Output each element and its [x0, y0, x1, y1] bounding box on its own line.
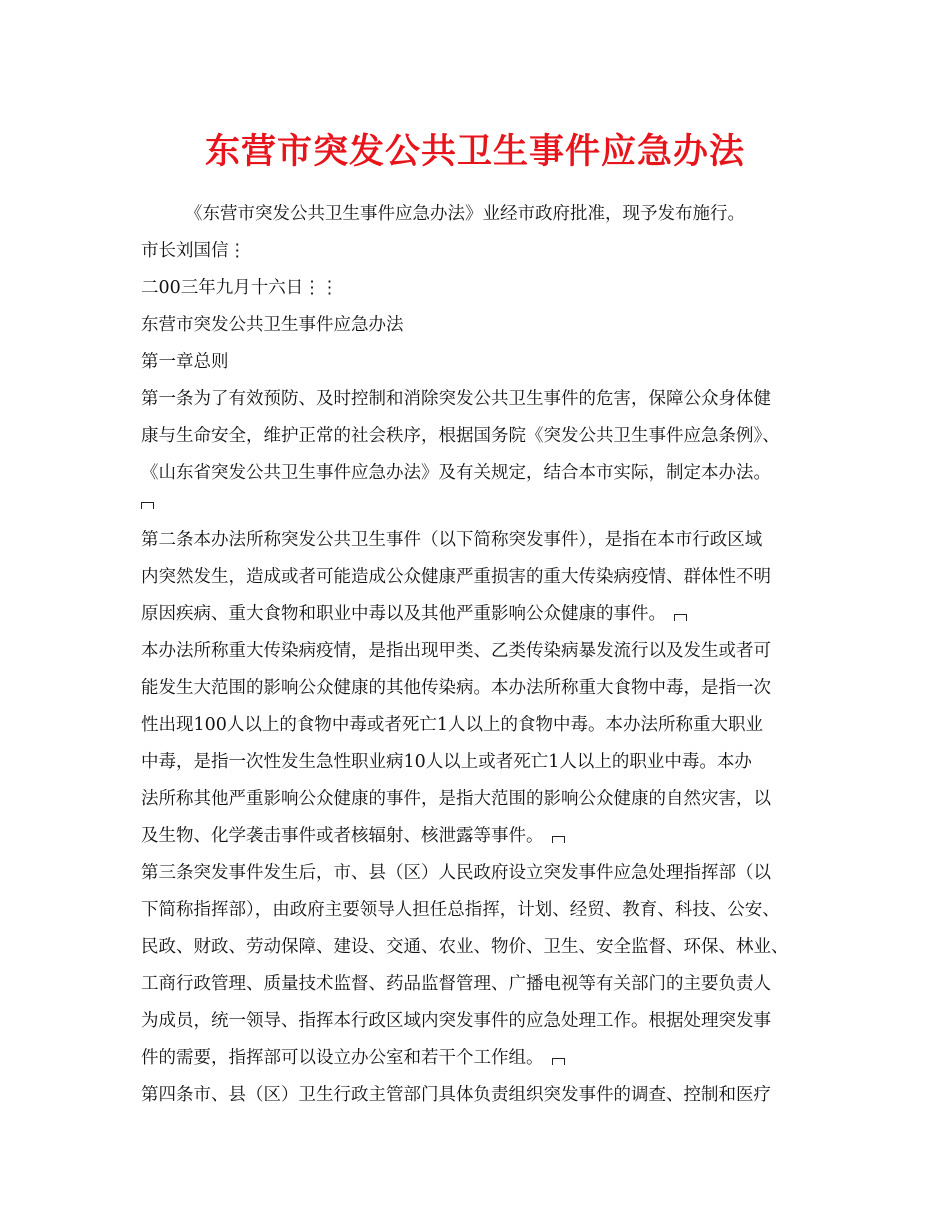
article-3-line: 工商行政管理、质量技术监督、药品监督管理、广播电视等有关部门的主要负责人	[141, 974, 771, 994]
article-2-line: 内突然发生，造成或者可能造成公众健康严重损害的重大传染病疫情、群体性不明	[141, 567, 771, 587]
article-2-line: 第二条本办法所称突发公共卫生事件（以下简称突发事件），是指在本市行政区域	[141, 530, 763, 550]
document-body	[141, 196, 823, 1114]
article-3-line: 第三条突发事件发生后，市、县（区）人民政府设立突发事件应急处理指挥部（以	[141, 863, 771, 883]
document-title: 东营市突发公共卫生事件应急办法	[204, 131, 745, 172]
chapter-heading: 第一章总则	[141, 352, 229, 372]
article-3-text: 件的需要，指挥部可以设立办公室和若干个工作组。	[141, 1048, 544, 1068]
article-4-line: 第四条市、县（区）卫生行政主管部门具体负责组织突发事件的调查、控制和医疗	[141, 1085, 771, 1105]
article-3-line: 民政、财政、劳动保障、建设、交通、农业、物价、卫生、安全监督、环保、林业、	[141, 937, 789, 957]
intro-paragraph: 《东营市突发公共卫生事件应急办法》业经市政府批准，现予发布施行。	[185, 204, 745, 224]
article-3-line: 下简称指挥部），由政府主要领导人担任总指挥，计划、经贸、教育、科技、公安、	[141, 900, 780, 920]
signer-line: 市长刘国信⋮	[141, 241, 246, 261]
subtitle-line: 东营市突发公共卫生事件应急办法	[141, 315, 404, 335]
article-2b-line: 性出现100人以上的食物中毒或者死亡1人以上的食物中毒。本办法所称重大职业	[141, 715, 764, 735]
article-3-line: 为成员，统一领导、指挥本行政区域内突发事件的应急处理工作。根据处理突发事	[141, 1011, 771, 1031]
article-3-last-line	[141, 1040, 823, 1077]
paragraph-mark-icon	[552, 836, 565, 843]
article-2-text: 原因疾病、重大食物和职业中毒以及其他严重影响公众健康的事件。	[141, 604, 666, 624]
paragraph-mark-icon	[552, 1058, 565, 1065]
date-line: 二00三年九月十六日⋮⋮	[141, 278, 339, 298]
paragraph-mark-icon	[674, 614, 687, 621]
article-2-last-line	[141, 596, 823, 633]
article-2b-line: 本办法所称重大传染病疫情，是指出现甲类、乙类传染病暴发流行以及发生或者可	[141, 641, 771, 661]
article-2b-line: 中毒，是指一次性发生急性职业病10人以上或者死亡1人以上的职业中毒。本办	[141, 752, 752, 772]
article-2b-text: 及生物、化学袭击事件或者核辐射、核泄露等事件。	[141, 826, 544, 846]
article-2b-line: 法所称其他严重影响公众健康的事件，是指大范围的影响公众健康的自然灾害，以	[141, 789, 771, 809]
article-1-line: 第一条为了有效预防、及时控制和消除突发公共卫生事件的危害，保障公众身体健	[141, 389, 771, 409]
article-1-line: 康与生命安全，维护正常的社会秩序，根据国务院《突发公共卫生事件应急条例》、	[141, 426, 780, 446]
article-1-line: 《山东省突发公共卫生事件应急办法》及有关规定，结合本市实际，制定本办法。	[141, 463, 771, 483]
paragraph-mark-row	[141, 492, 823, 522]
article-2b-line: 能发生大范围的影响公众健康的其他传染病。本办法所称重大食物中毒，是指一次	[141, 678, 771, 698]
paragraph-mark-icon	[141, 502, 154, 509]
article-2b-last-line	[141, 818, 823, 855]
